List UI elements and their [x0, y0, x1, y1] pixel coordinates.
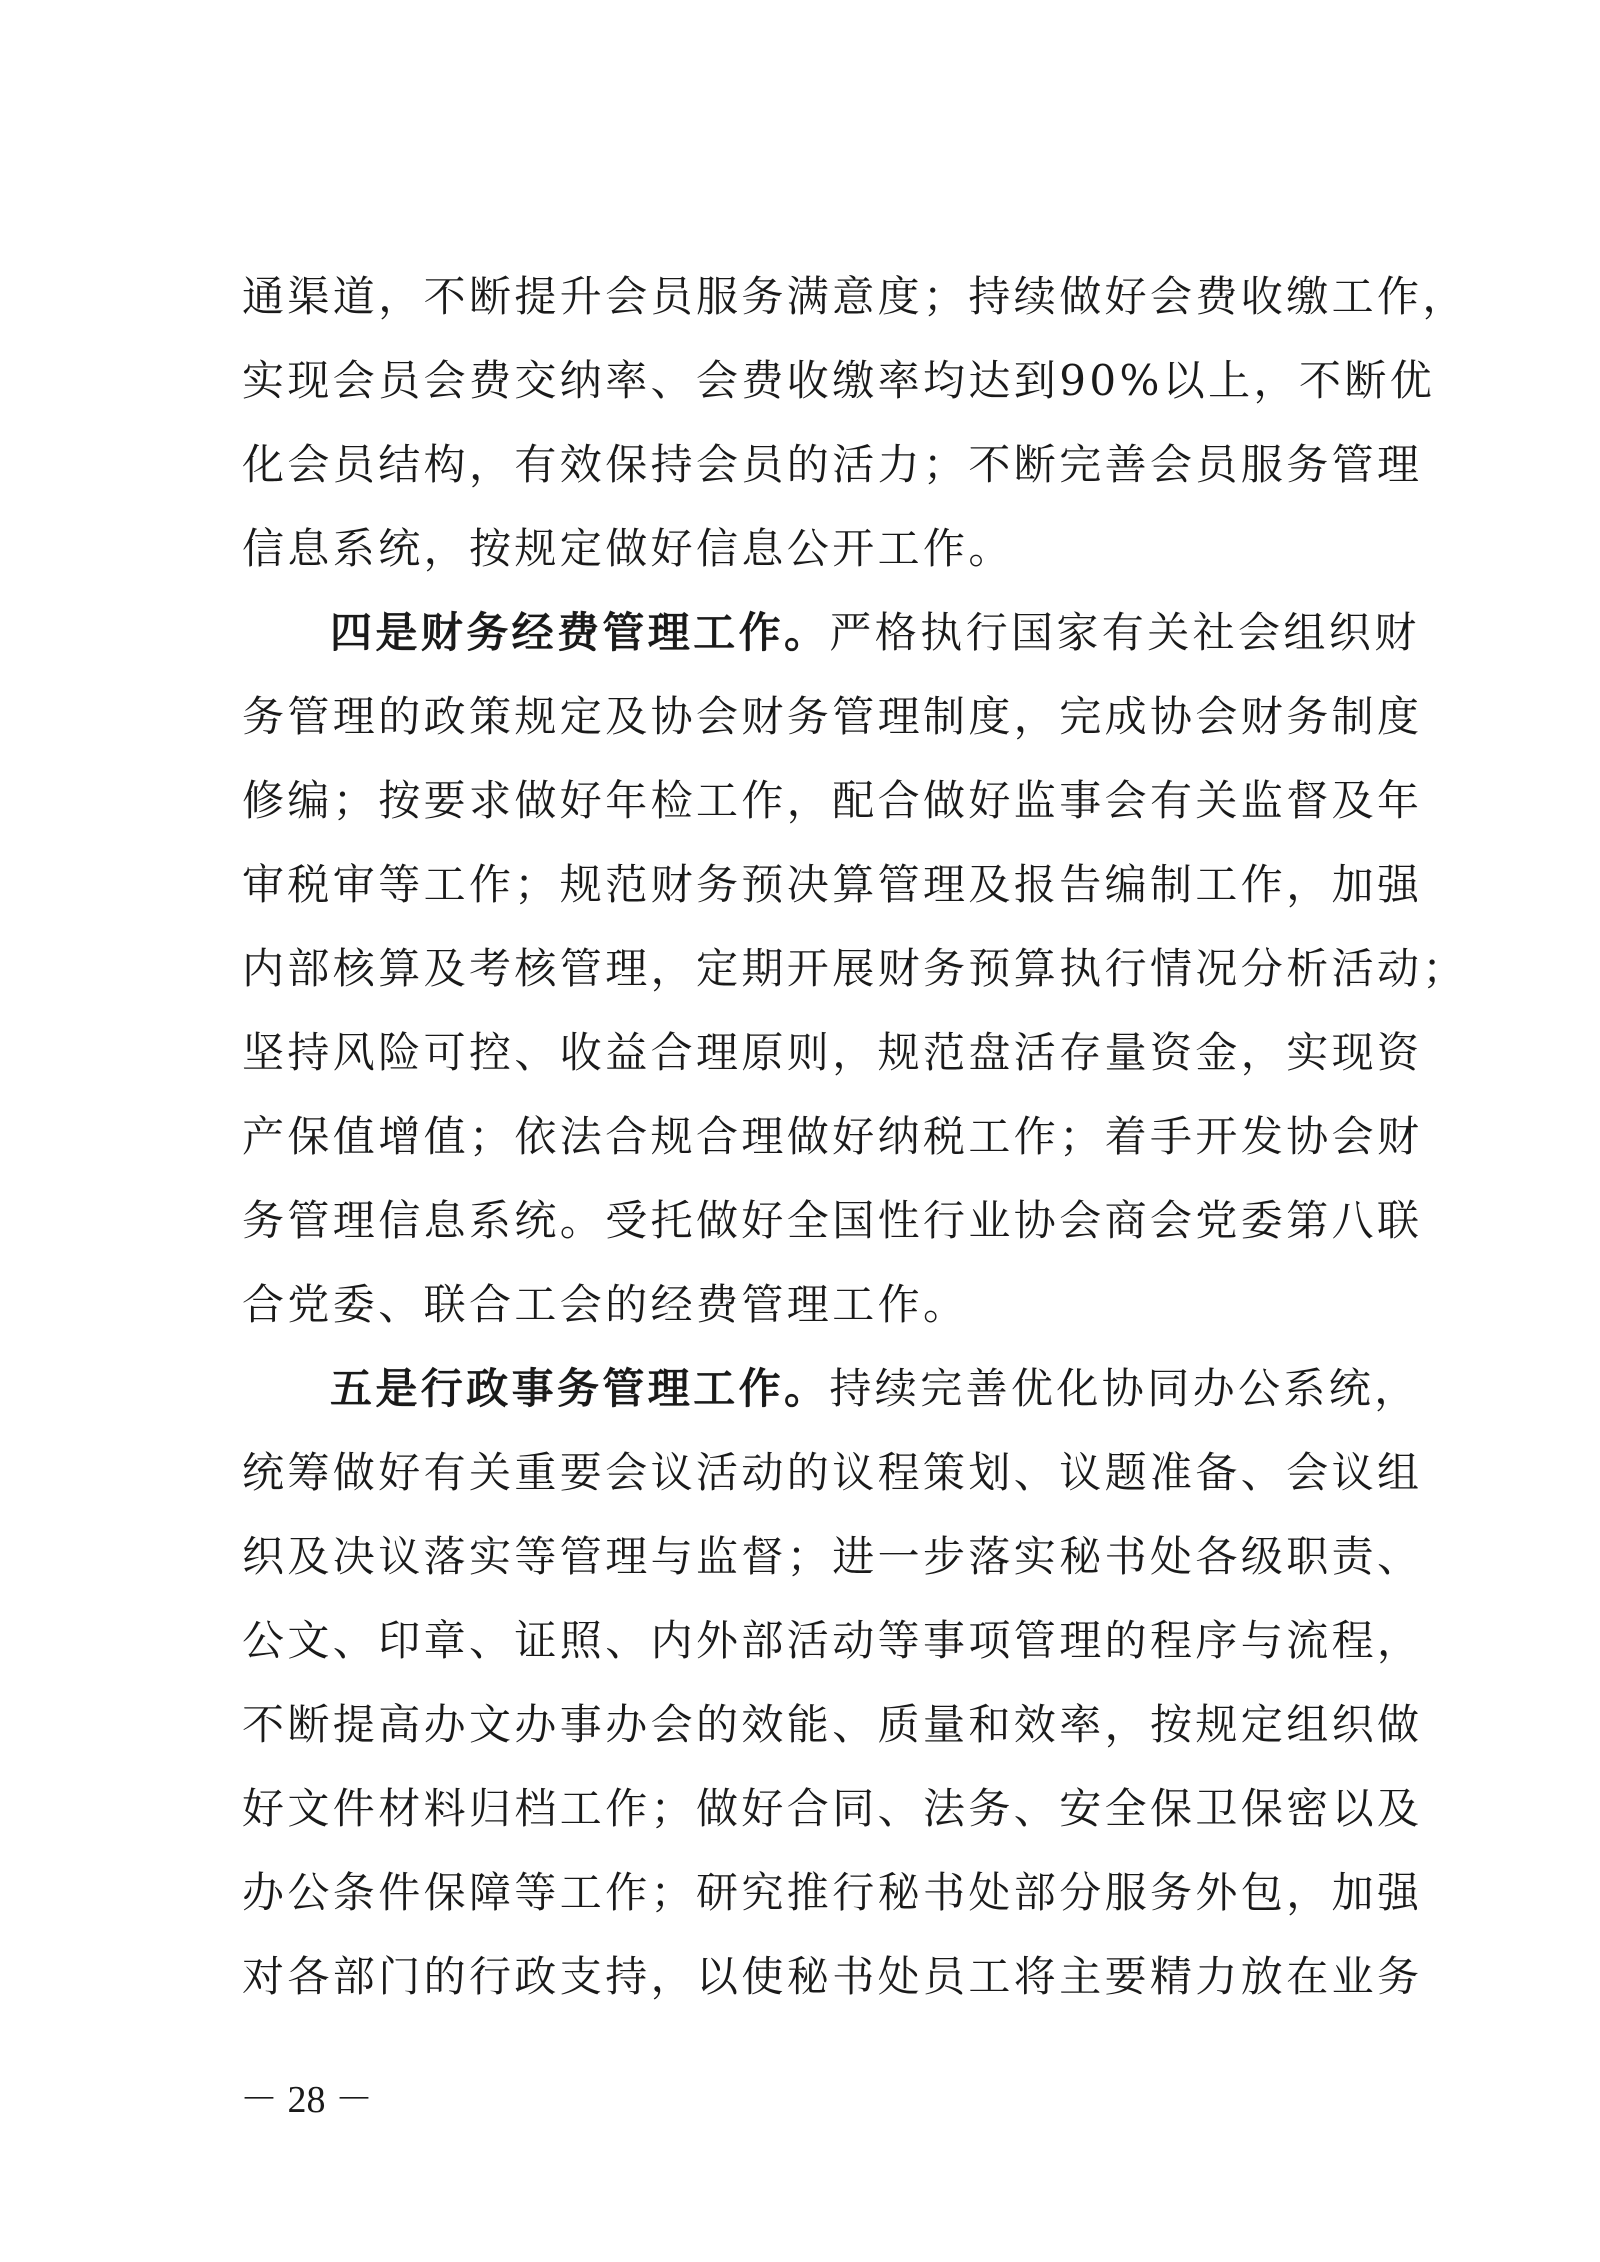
body-text — [242, 255, 1468, 2019]
paragraph-heading-finance: 四是财务经费管理工作。 — [330, 608, 830, 657]
text-line: 不断提高办文办事办会的效能、质量和效率，按规定组织做 — [242, 1700, 1423, 1749]
text-line: 合党委、联合工会的经费管理工作。 — [242, 1280, 969, 1329]
text-line: 织及决议落实等管理与监督；进一步落实秘书处各级职责、 — [242, 1532, 1423, 1581]
text-line: 务管理信息系统。受托做好全国性行业协会商会党委第八联 — [242, 1196, 1423, 1245]
text-line: 内部核算及考核管理，定期开展财务预算执行情况分析活动； — [242, 944, 1468, 993]
text-line: 对各部门的行政支持，以使秘书处员工将主要精力放在业务 — [242, 1952, 1423, 2001]
text-line: 统筹做好有关重要会议活动的议程策划、议题准备、会议组 — [242, 1448, 1423, 1497]
text-line: 务管理的政策规定及协会财务管理制度，完成协会财务制度 — [242, 692, 1423, 741]
text-line: 实现会员会费交纳率、会费收缴率均达到90%以上，不断优 — [242, 356, 1436, 405]
text-line: 通渠道，不断提升会员服务满意度；持续做好会费收缴工作， — [242, 272, 1468, 321]
text-line: 修编；按要求做好年检工作，配合做好监事会有关监督及年 — [242, 776, 1423, 825]
paragraph-text: 持续完善优化协同办公系统， — [829, 1364, 1420, 1413]
paragraph-text: 严格执行国家有关社会组织财 — [829, 608, 1420, 657]
text-line: 办公条件保障等工作；研究推行秘书处部分服务外包，加强 — [242, 1868, 1423, 1917]
page-number: － 28 － — [240, 2079, 374, 2121]
text-line: 坚持风险可控、收益合理原则，规范盘活存量资金，实现资 — [242, 1028, 1423, 1077]
paragraph-heading-admin: 五是行政事务管理工作。 — [330, 1364, 830, 1413]
paragraph-first-line — [242, 591, 1420, 675]
text-line: 产保值增值；依法合规合理做好纳税工作；着手开发协会财 — [242, 1112, 1423, 1161]
text-line: 信息系统，按规定做好信息公开工作。 — [242, 524, 1014, 573]
text-line: 审税审等工作；规范财务预决算管理及报告编制工作，加强 — [242, 860, 1423, 909]
text-line: 公文、印章、证照、内外部活动等事项管理的程序与流程， — [242, 1616, 1423, 1665]
text-line: 好文件材料归档工作；做好合同、法务、安全保卫保密以及 — [242, 1784, 1423, 1833]
paragraph-first-line — [242, 1347, 1420, 1431]
text-line: 化会员结构，有效保持会员的活力；不断完善会员服务管理 — [242, 440, 1423, 489]
